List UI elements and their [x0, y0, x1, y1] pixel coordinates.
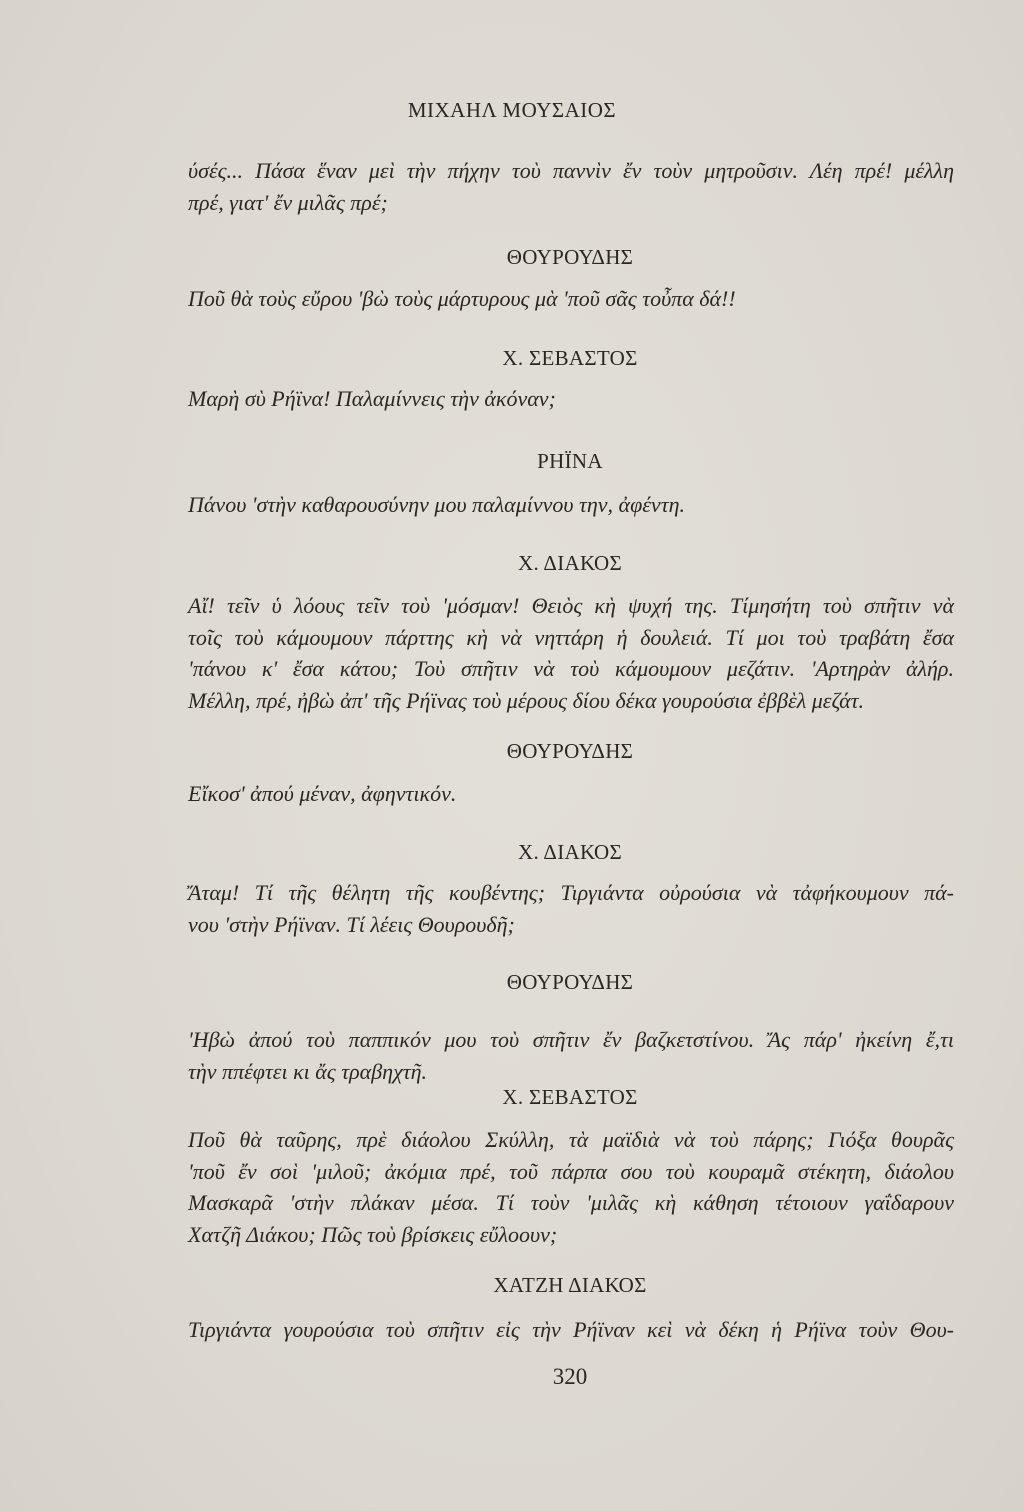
- speaker-name: ΘΟΥΡΟΥΔΗΣ: [506, 739, 634, 763]
- speaker-name: Χ. ΣΕΒΑΣΤΟΣ: [502, 346, 638, 370]
- speech-line: 'ποῦ ἔν σοὶ 'μιλοῦ; ἀκόμια πρέ, τοῦ πάρπα σου τοὺ κουραμᾶ στέκητη, διάολου: [188, 1158, 954, 1184]
- speech-line: Πάνου 'στὴν καθαρουσύνην μου παλαμίννου την, ἀφέντη.: [188, 492, 685, 517]
- page-number: 320: [552, 1364, 588, 1389]
- speech-text: [188, 283, 954, 315]
- speech-line: 'πάνου κ' ἔσα κάτου; Τοὺ σπῆτιν νὰ τοὺ κάμουμουν μεζάτιν. 'Αρτηρὰν ἀλήρ.: [188, 656, 954, 681]
- speech-text: [188, 383, 954, 415]
- speech-line: Ἄταμ! Τί τῆς θέλητη τῆς κουβέντης; Τιργιάντα οὐρούσια νὰ τἀφήκουμουν πά-: [188, 880, 954, 905]
- speech-line: Ποῦ θὰ τοὺς εὔρου 'βὼ τοὺς μάρτυρους μὰ 'ποῦ σᾶς τοὖπα δά!!: [188, 286, 736, 311]
- speech-line: Μαρὴ σὺ Ρήϊνα! Παλαμίννεις τὴν ἀκόναν;: [188, 386, 556, 411]
- speech-line: Αἴ! τεῖν ὑ λόους τεῖν τοὺ 'μόσμαν! Θειὸς κὴ ψυχή της. Τίμησήτη τοὺ σπῆτιν νὰ: [188, 593, 954, 618]
- speech-text: [188, 1124, 954, 1250]
- speech-text: [188, 1314, 954, 1346]
- speaker-name: Χ. ΣΕΒΑΣΤΟΣ: [502, 1085, 638, 1109]
- speech-text: [188, 1024, 954, 1087]
- speech-line: Ποῦ θὰ ταῦρης, πρὲ διάολου Σκύλλη, τὰ μαϊδιὰ νὰ τοὺ πάρης; Γιόξα θουρᾶς: [188, 1127, 954, 1152]
- speech-line: Χατζῆ Διάκου; Πῶς τοὺ βρίσκεις εὔλοουν;: [188, 1221, 558, 1247]
- speaker-name: ΡΗΪΝΑ: [537, 449, 603, 473]
- speech-line: 'Ηβὼ ἀπού τοὺ παππικόν μου τοὺ σπῆτιν ἔν βαζκετστίνου. Ἄς πάρ' ἠκείνη ἔ,τι: [188, 1027, 954, 1052]
- speech-line: τὴν ππέφτει κι ἄς τραβηχτῆ.: [188, 1058, 428, 1084]
- running-head: ΜΙΧΑΗΛ ΜΟΥΣΑΙΟΣ: [407, 98, 617, 122]
- speech-line: Εἴκοσ' ἀπού μέναν, ἀφηντικόν.: [188, 781, 457, 806]
- speech-text: [188, 590, 954, 716]
- speaker-name: ΧΑΤΖΗ ΔΙΑΚΟΣ: [493, 1273, 647, 1297]
- speaker-name: ΘΟΥΡΟΥΔΗΣ: [506, 970, 634, 994]
- speech-text: [188, 877, 954, 940]
- speech-text: [188, 155, 954, 218]
- speech-line: τοῖς τοὺ κάμουμουν πάρττης κὴ νὰ νηττάρη ἡ δουλειά. Τί μοι τοὺ τραβάτη ἔσα: [188, 624, 954, 650]
- speaker-name: ΘΟΥΡΟΥΔΗΣ: [506, 245, 634, 269]
- speech-line: πρέ, γιατ' ἔν μιλᾶς πρέ;: [188, 189, 388, 215]
- speech-text: [188, 489, 954, 521]
- speech-line: Τιργιάντα γουρούσια τοὺ σπῆτιν εἰς τὴν Ρήϊναν κεὶ νὰ δέκη ἡ Ρήϊνα τοὺν Θου-: [188, 1317, 954, 1342]
- speech-line: Μέλλη, πρέ, ἠβὼ ἀπ' τῆς Ρήϊνας τοὺ μέρους δίου δέκα γουρούσια ἐββὲλ μεζάτ.: [188, 687, 865, 713]
- speech-line: Μασκαρᾶ 'στὴν πλάκαν μέσα. Τί τοὺν 'μιλᾶς κὴ κάθηση τέτοιουν γαΐδαρουν: [188, 1190, 954, 1215]
- speaker-name: Χ. ΔΙΑΚΟΣ: [518, 551, 622, 575]
- speech-line: ύσές... Πάσα ἕναν μεὶ τὴν πήχην τοὺ παννὶν ἔν τοὺν μητροῦσιν. Λέη πρέ! μέλλη: [188, 158, 954, 183]
- speaker-name: Χ. ΔΙΑΚΟΣ: [518, 840, 622, 864]
- speech-line: νου 'στὴν Ρήϊναν. Τί λέεις Θουρουδῆ;: [188, 911, 515, 937]
- speech-text: [188, 778, 954, 810]
